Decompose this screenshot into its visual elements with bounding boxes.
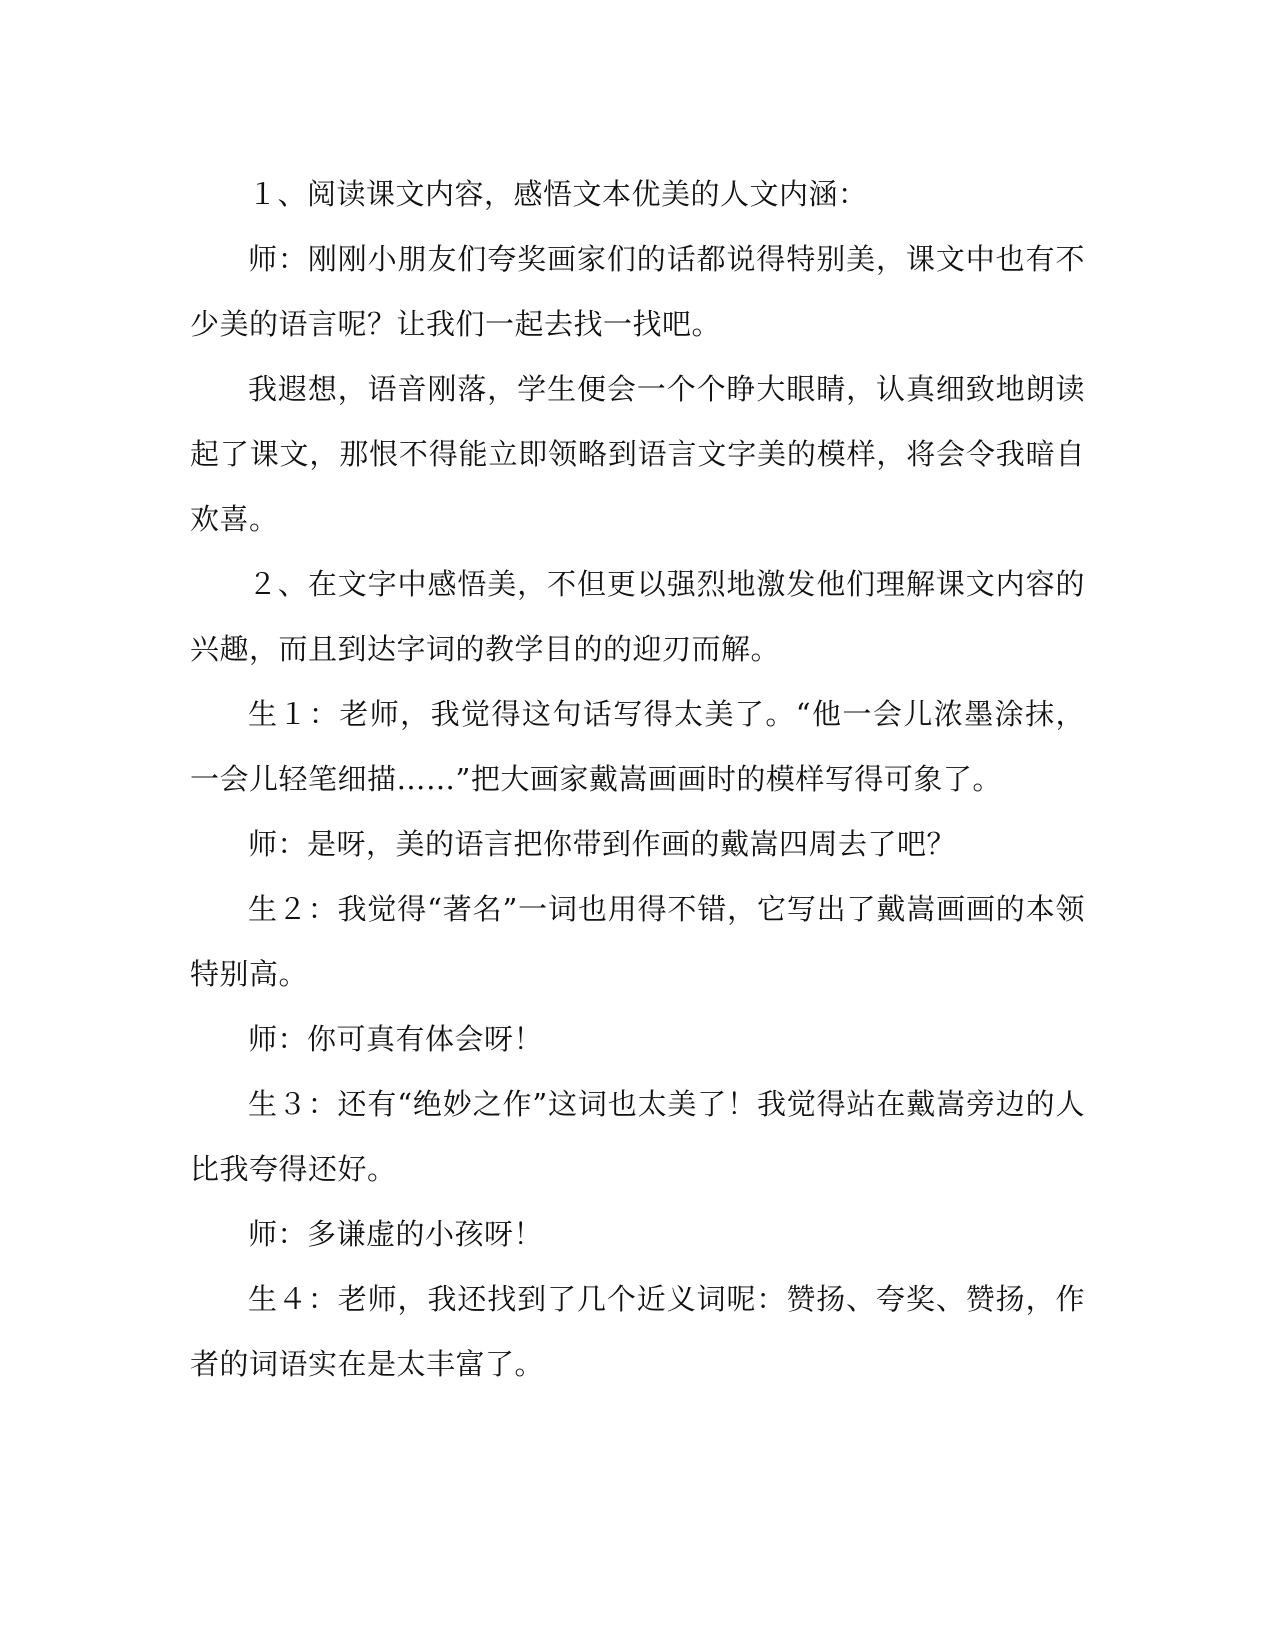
paragraph-student-3: 生３：还有“绝妙之作”这词也太美了！我觉得站在戴嵩旁边的人比我夸得还好。: [190, 1087, 1085, 1186]
paragraph-reading-objective: １、阅读课文内容，感悟文本优美的人文内涵：: [248, 177, 868, 211]
paragraph-second-objective: ２、在文字中感悟美，不但更以强烈地激发他们理解课文内容的兴趣，而且到达字词的教学目的的迎刃而解。: [190, 567, 1085, 666]
paragraph-teacher-reply-2: 师：你可真有体会呀！: [248, 1022, 544, 1056]
document-body: [190, 162, 1085, 1397]
paragraph-student-1: 生１：老师，我觉得这句话写得太美了。“他一会儿浓墨涂抹，一会儿轻笔细描……”把大画家戴嵩画画时的模样写得可象了。: [190, 697, 1085, 796]
paragraph-teacher-intro: 师：刚刚小朋友们夸奖画家们的话都说得特别美，课文中也有不少美的语言呢？让我们一起去找一找吧。: [190, 242, 1085, 341]
paragraph-student-4: 生４：老师，我还找到了几个近义词呢：赞扬、夸奖、赞扬，作者的词语实在是太丰富了。: [190, 1282, 1085, 1381]
paragraph-teacher-reply-1: 师：是呀，美的语言把你带到作画的戴嵩四周去了吧？: [248, 827, 957, 861]
paragraph-student-2: 生２：我觉得“著名”一词也用得不错，它写出了戴嵩画画的本领特别高。: [190, 892, 1085, 991]
paragraph-teacher-reply-3: 师：多谦虚的小孩呀！: [248, 1217, 544, 1251]
paragraph-reflection: 我遐想，语音刚落，学生便会一个个睁大眼睛，认真细致地朗读起了课文，那恨不得能立即领略到语言文字美的模样，将会令我暗自欢喜。: [190, 372, 1085, 536]
